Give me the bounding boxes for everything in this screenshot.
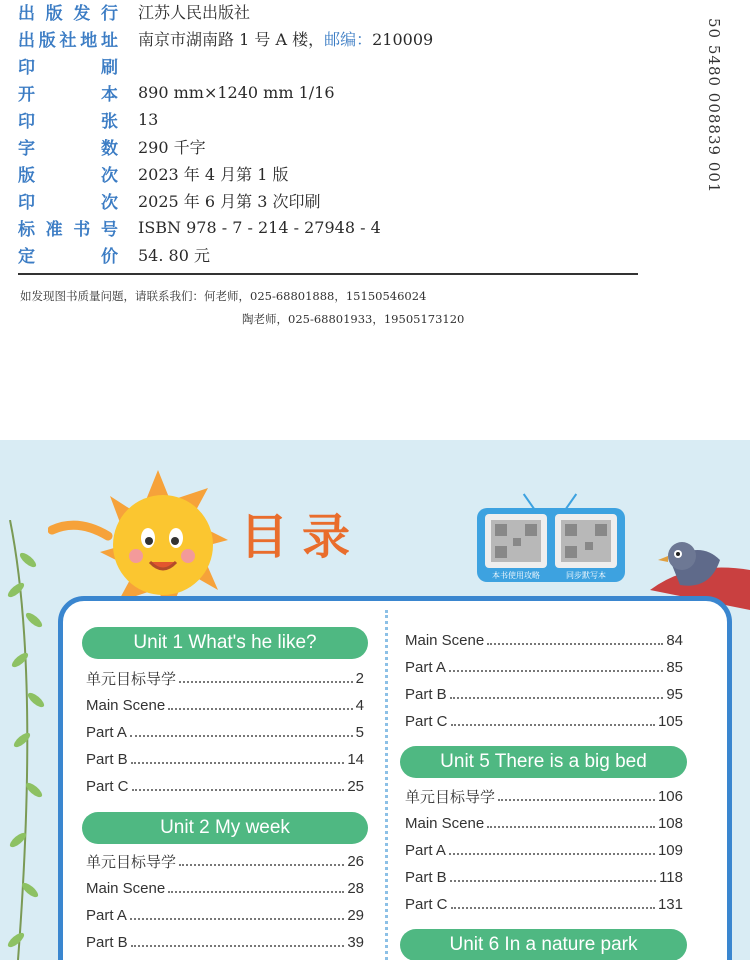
copyright-row-address	[18, 25, 433, 51]
qr-code-tv	[477, 508, 625, 582]
unit-2-header[interactable]: Unit 2 My week	[82, 812, 368, 844]
toc-entry[interactable]: Main Scene 4	[86, 696, 364, 714]
unit-6-header[interactable]: Unit 6 In a nature park	[400, 929, 687, 960]
antenna-left	[523, 493, 537, 512]
toc-entry[interactable]: Part A 85	[405, 658, 683, 676]
copyright-row-format	[18, 79, 335, 105]
copyright-value: 13	[138, 109, 159, 129]
toc-entry[interactable]: Part B 39	[86, 933, 364, 951]
copyright-value: 2023 年 4 月第 1 版	[138, 164, 289, 184]
copyright-value: 江苏人民出版社	[138, 2, 251, 22]
copyright-label: 版 次	[18, 165, 118, 186]
copyright-label: 字 数	[18, 138, 118, 159]
copyright-label: 开 本	[18, 84, 118, 105]
toc-entry[interactable]: Main Scene 84	[405, 631, 683, 649]
toc-entry[interactable]: Main Scene 28	[86, 879, 364, 897]
copyright-label: 印 张	[18, 111, 118, 132]
postal-code: 210009	[372, 29, 434, 49]
copyright-row-edition	[18, 160, 289, 186]
antenna-right	[563, 493, 577, 512]
toc-entry[interactable]: Part A 109	[405, 841, 683, 859]
copyright-value: 54. 80 元	[138, 245, 210, 265]
toc-entry[interactable]: Part B 14	[86, 750, 364, 768]
qr-code-usage-guide[interactable]	[485, 514, 547, 568]
unit-1-header[interactable]: Unit 1 What's he like?	[82, 627, 368, 659]
qr-code-icon	[555, 514, 617, 568]
toc-entry[interactable]: Part C 131	[405, 895, 683, 913]
toc-entry[interactable]: Part B 118	[405, 868, 683, 886]
contact-line-2: 陶老师，025-68801933，19505173120	[242, 312, 465, 326]
copyright-row-printing	[18, 187, 321, 213]
qr-code-dictation-book[interactable]	[555, 514, 617, 568]
copyright-value: 890 mm×1240 mm 1/16	[138, 82, 335, 102]
contents-page	[0, 440, 750, 960]
copyright-row-publisher	[18, 0, 250, 24]
toc-entry[interactable]: Part C 25	[86, 777, 364, 795]
toc-entry[interactable]: 单元目标导学 2	[86, 669, 364, 688]
toc-entry[interactable]: Main Scene 108	[405, 814, 683, 832]
copyright-label: 定 价	[18, 246, 118, 267]
page-title: 目录	[240, 509, 365, 565]
copyright-value: 2025 年 6 月第 3 次印刷	[138, 191, 321, 211]
qr-label: 本书使用攻略	[492, 571, 540, 580]
copyright-value: 南京市湖南路 1 号 A 楼，邮编：210009	[138, 29, 434, 49]
copyright-label: 出 版 发 行	[18, 3, 118, 24]
divider-rule	[18, 273, 638, 275]
toc-entry[interactable]: 单元目标导学 106	[405, 787, 683, 806]
contact-line-1: 如发现图书质量问题，请联系我们：何老师，025-68801888，15150546024	[20, 289, 427, 303]
copyright-row-sheets	[18, 106, 158, 132]
toc-entry[interactable]: Part A 5	[86, 723, 364, 741]
copyright-page	[0, 0, 750, 440]
toc-entry[interactable]: Part A 29	[86, 906, 364, 924]
copyright-row-wordcount	[18, 133, 206, 159]
unit-5-header[interactable]: Unit 5 There is a big bed	[400, 746, 687, 778]
toc-entry[interactable]: 单元目标导学 26	[86, 852, 364, 871]
toc-entry[interactable]: Part C 105	[405, 712, 683, 730]
toc-entry[interactable]: Part B 95	[405, 685, 683, 703]
qr-label: 同步默写本	[566, 571, 606, 580]
barcode-number: 50 5480 008839 001	[705, 18, 723, 194]
copyright-label: 出 版 社 地 址	[18, 30, 118, 51]
copyright-label: 标 准 书 号	[18, 219, 118, 240]
postal-label: 邮编：	[324, 29, 373, 49]
copyright-value: ISBN 978 - 7 - 214 - 27948 - 4	[138, 217, 381, 237]
column-divider	[385, 610, 388, 960]
qr-code-icon	[485, 514, 547, 568]
copyright-row-isbn	[18, 214, 381, 240]
copyright-label: 印 刷	[18, 57, 118, 78]
copyright-row-printer	[18, 52, 138, 78]
copyright-label: 印 次	[18, 192, 118, 213]
copyright-row-price	[18, 241, 210, 267]
copyright-value: 290 千字	[138, 137, 206, 157]
